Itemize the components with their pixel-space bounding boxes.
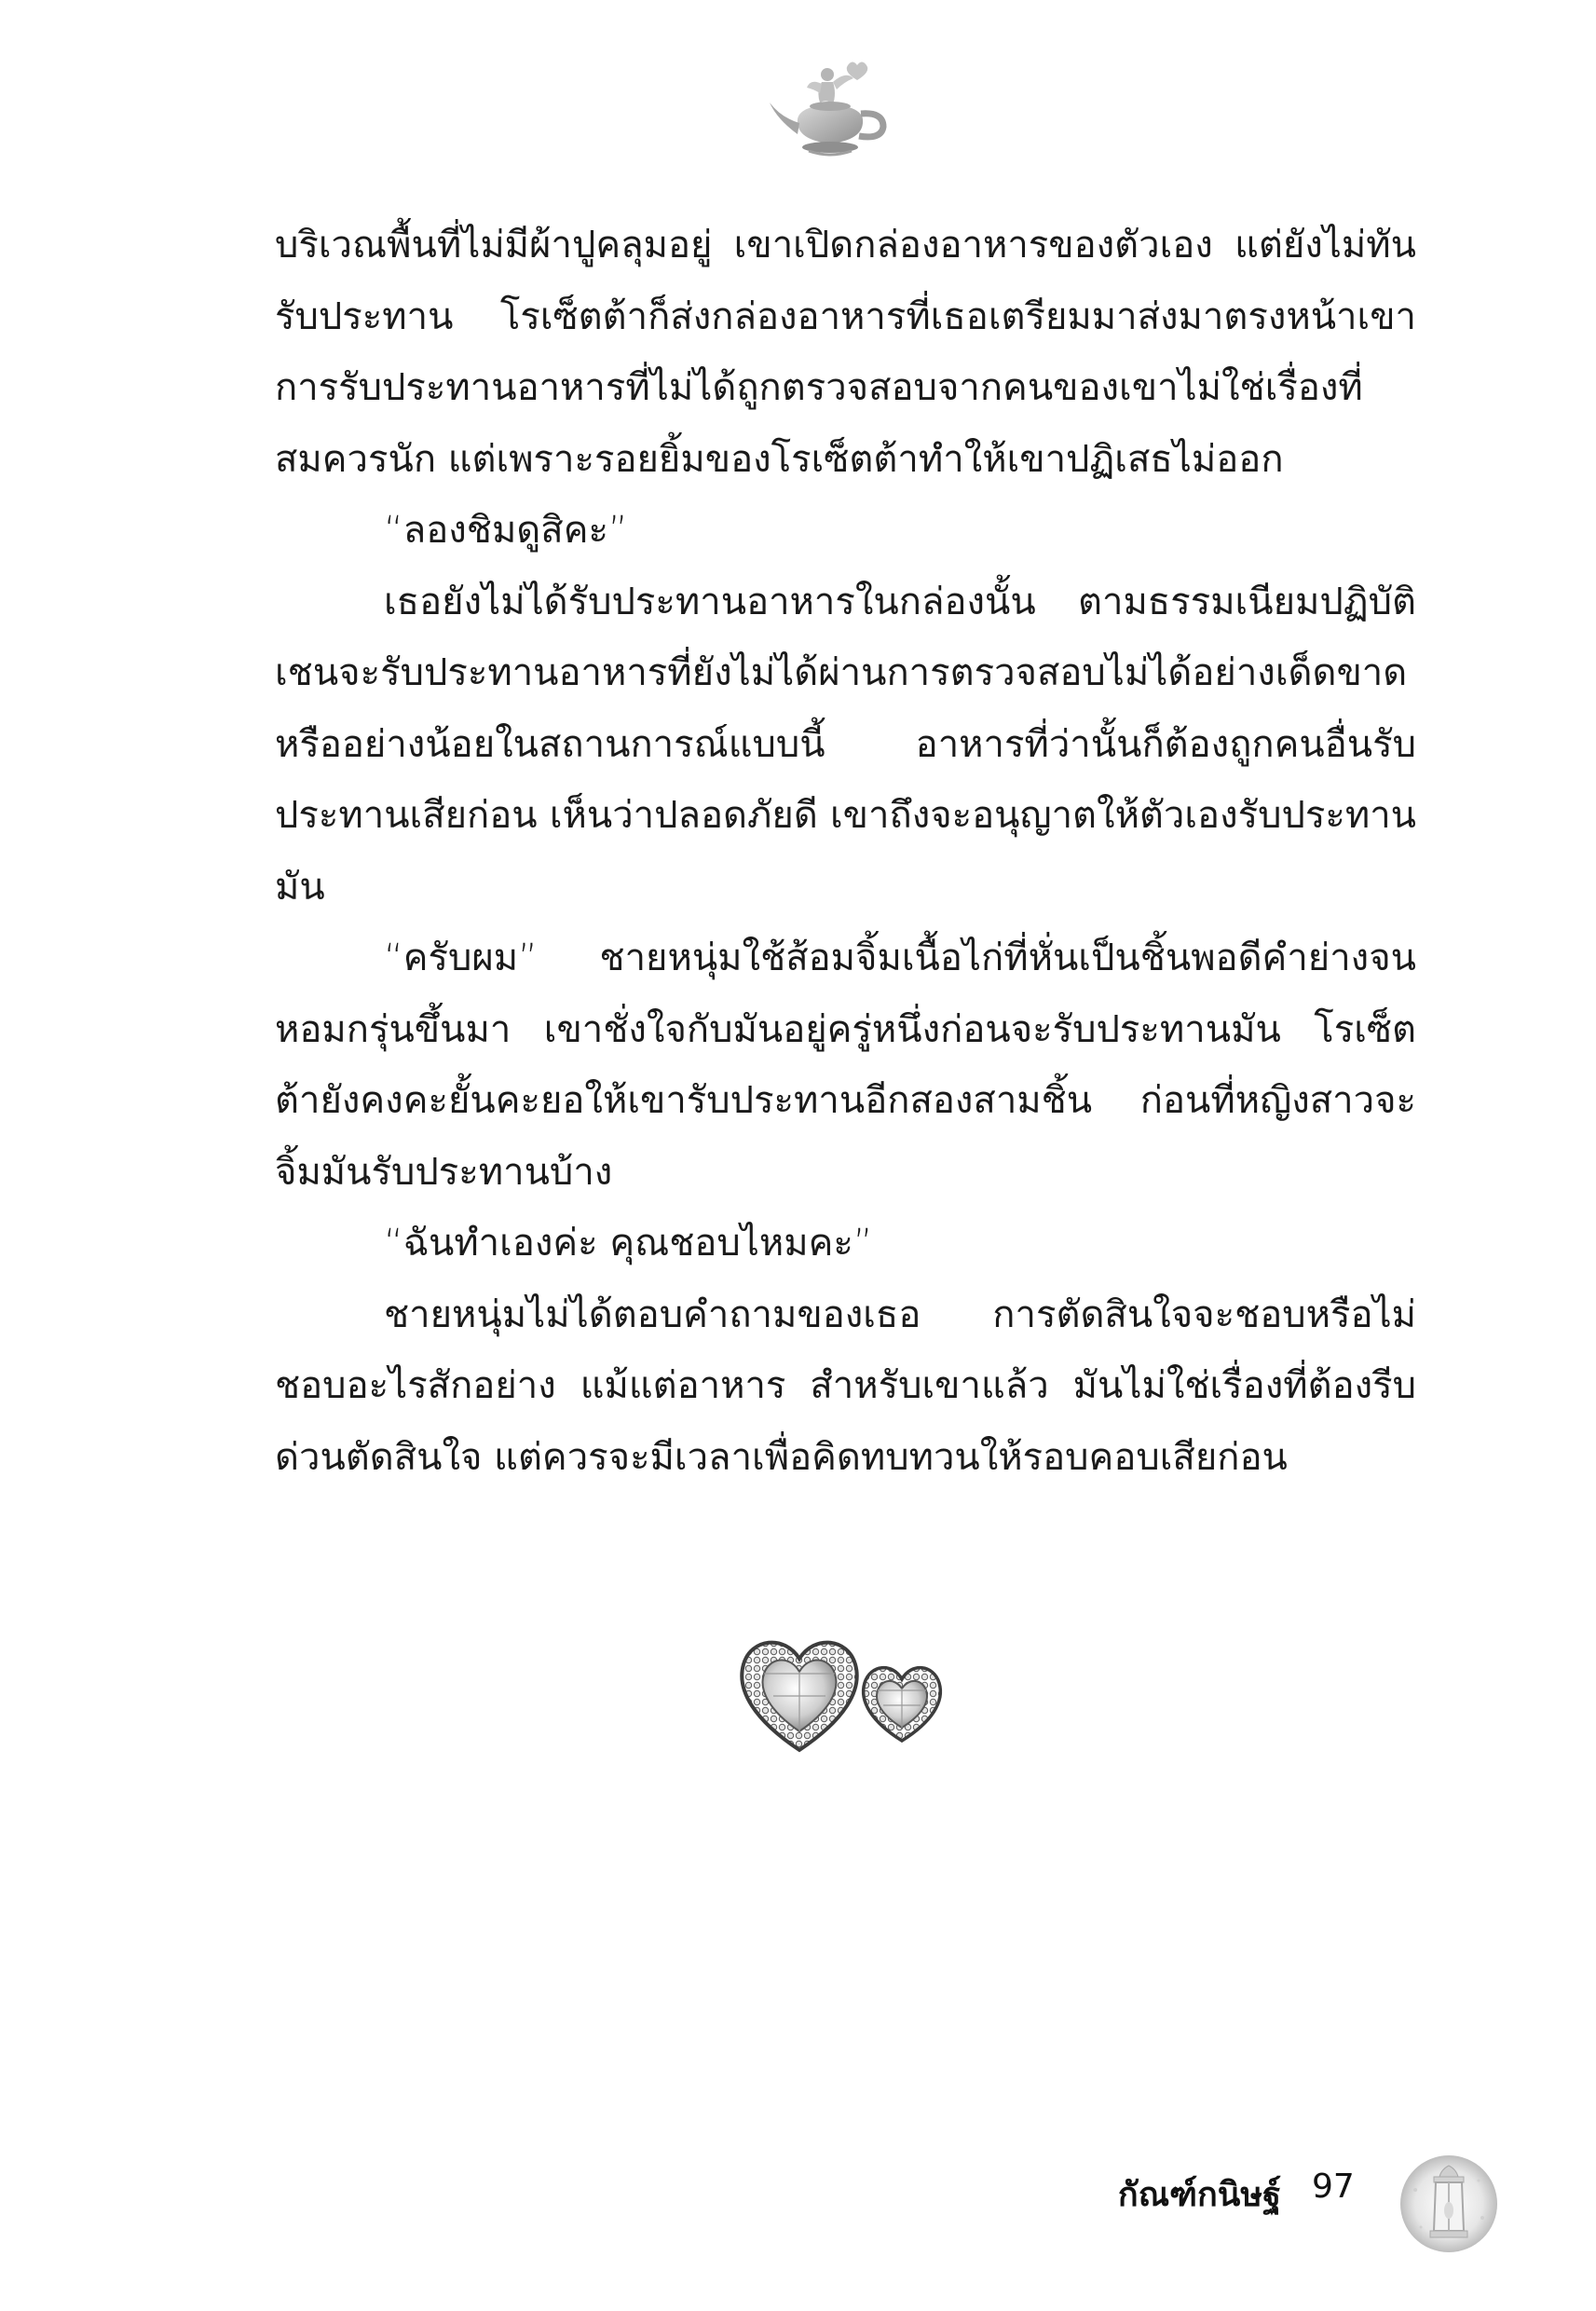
paragraph: ชายหนุ่มไม่ได้ตอบคำถามของเธอ การตัดสินใจจะชอบหรือไม่ชอบอะไรสักอย่าง แม้แต่อาหาร สำหรับเขาแล้ว มันไม่ใช่เรื่องที่ต้องรีบด่วนตัดสินใจ แต่ควรจะมีเวลาเพื่อคิดทบทวนให้รอบคอบเสียก่อน bbox=[275, 1292, 1416, 1479]
book-title: กัณฑ์กนิษฐ์ bbox=[1117, 2176, 1281, 2214]
twin-hearts-jewel-icon bbox=[736, 1631, 955, 1757]
page-number: 97 bbox=[1312, 2167, 1355, 2206]
lantern-icon bbox=[1393, 2153, 1505, 2255]
paragraph: เธอยังไม่ได้รับประทานอาหารในกล่องนั้น ตามธรรมเนียมปฏิบัติเชนจะรับประทานอาหารที่ยังไม่ได้ผ่านการตรวจสอบไม่ได้อย่างเด็ดขาด หรืออย่างน้อยในสถานการณ์แบบนี้ อาหารที่ว่านั้นก็ต้องถูกคนอื่นรับประทานเสียก่อน เห็นว่าปลอดภัยดี เขาถึงจะอนุญาตให้ตัวเองรับประทานมัน bbox=[275, 580, 1416, 909]
paragraph: บริเวณพื้นที่ไม่มีผ้าปูคลุมอยู่ เขาเปิดกล่องอาหารของตัวเอง แต่ยังไม่ทันรับประทาน โรเซ็ตต้าก็ส่งกล่องอาหารที่เธอเตรียมมาส่งมาตรงหน้าเขา การรับประทานอาหารที่ไม่ได้ถูกตรวจสอบจากคนของเขาไม่ใช่เรื่องที่สมควรนัก แต่เพราะรอยยิ้มของโรเซ็ตต้าทำให้เขาปฏิเสธไม่ออก bbox=[275, 224, 1416, 481]
teapot-cupid-icon bbox=[760, 54, 900, 166]
paragraph: “ครับผม” ชายหนุ่มใช้ส้อมจิ้มเนื้อไก่ที่หั่นเป็นชิ้นพอดีคำย่างจนหอมกรุ่นขึ้นมา เขาชั่งใจกับมันอยู่ครู่หนึ่งก่อนจะรับประทานมัน โรเซ็ตต้ายังคงคะยั้นคะยอให้เขารับประทานอีกสองสามชิ้น ก่อนที่หญิงสาวจะจิ้มมันรับประทานบ้าง bbox=[275, 937, 1416, 1194]
chapter-body bbox=[275, 210, 1416, 1493]
page-footer bbox=[1071, 2153, 1537, 2255]
dialogue-line: “ฉันทำเองค่ะ คุณชอบไหมคะ” bbox=[384, 1222, 873, 1265]
dialogue-line: “ลองชิมดูสิคะ” bbox=[384, 509, 628, 552]
